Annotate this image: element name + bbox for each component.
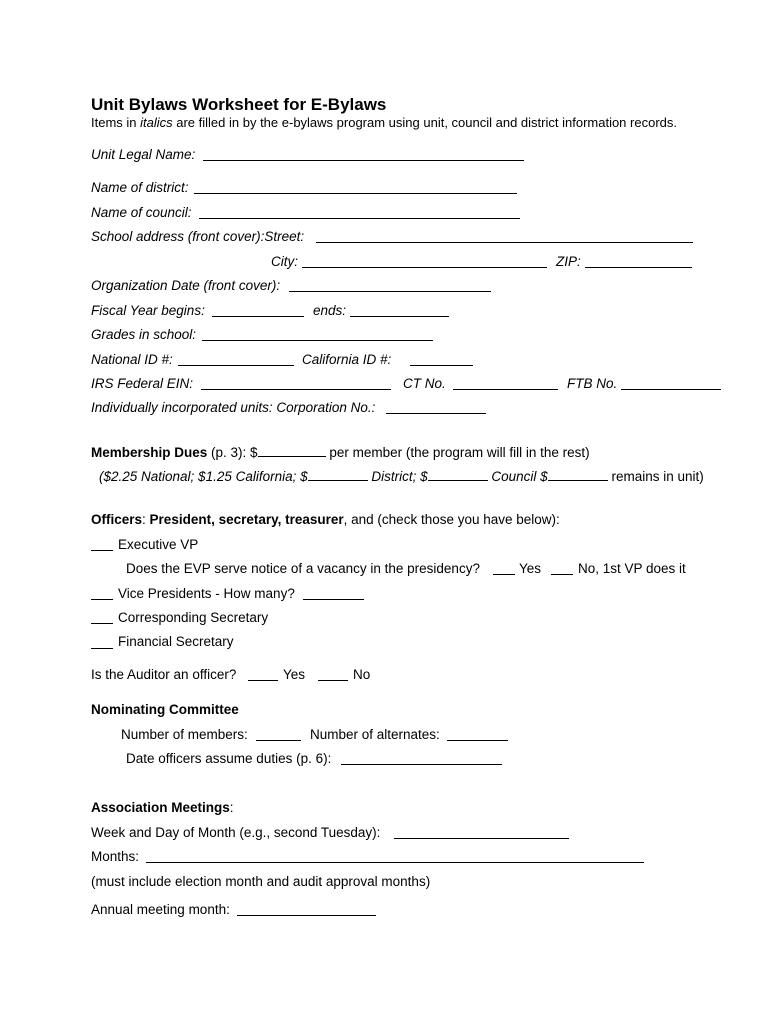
dues-council-field[interactable] xyxy=(428,468,488,481)
corresponding-secretary-checkbox[interactable] xyxy=(91,623,113,624)
date-duties-field[interactable] xyxy=(341,764,502,765)
zip-field[interactable] xyxy=(585,267,692,268)
intro-italics: italics xyxy=(140,115,173,130)
executive-vp-label: Executive VP xyxy=(118,537,199,552)
ftb-no-field[interactable] xyxy=(621,389,721,390)
fiscal-ends-field[interactable] xyxy=(350,316,449,317)
vice-presidents-label: Vice Presidents - How many? xyxy=(118,586,295,601)
dues-breakdown-text: District; $ xyxy=(367,469,428,484)
auditor-no-checkbox[interactable] xyxy=(318,680,348,681)
intro-part: are filled in by the e-bylaws program using unit, council and district information records. xyxy=(172,115,677,130)
officers-heading: Officers xyxy=(91,512,143,527)
dues-district-field[interactable] xyxy=(308,468,368,481)
ftb-no-label: FTB No. xyxy=(567,376,618,391)
dues-row xyxy=(91,444,590,461)
fiscal-begins-field[interactable] xyxy=(212,316,304,317)
zip-label: ZIP: xyxy=(556,254,581,269)
dues-breakdown-text: Council $ xyxy=(487,469,548,484)
auditor-yes-checkbox[interactable] xyxy=(248,680,278,681)
evp-no-checkbox[interactable] xyxy=(551,574,573,575)
unit-legal-name-label: Unit Legal Name: xyxy=(91,147,196,162)
intro-text xyxy=(91,115,677,131)
national-id-field[interactable] xyxy=(178,365,294,366)
association-colon: : xyxy=(229,800,234,815)
california-id-label: California ID #: xyxy=(302,352,392,367)
week-day-field[interactable] xyxy=(394,838,569,839)
officers-row xyxy=(91,512,560,528)
dues-unit-field[interactable] xyxy=(548,468,608,481)
nominating-alternates-label: Number of alternates: xyxy=(310,727,440,742)
evp-no-label: No, 1st VP does it xyxy=(578,561,686,576)
council-label: Name of council: xyxy=(91,205,192,220)
nominating-members-label: Number of members: xyxy=(121,727,248,742)
vice-presidents-count-field[interactable] xyxy=(303,599,364,600)
council-field[interactable] xyxy=(199,218,520,219)
vice-presidents-checkbox[interactable] xyxy=(91,599,113,600)
intro-part: Items in xyxy=(91,115,141,130)
nominating-alternates-field[interactable] xyxy=(447,740,508,741)
officers-required: President, secretary, treasurer xyxy=(149,512,344,527)
ct-no-field[interactable] xyxy=(453,389,558,390)
irs-ein-label: IRS Federal EIN: xyxy=(91,376,194,391)
dues-breakdown-row xyxy=(99,468,704,485)
auditor-no-label: No xyxy=(353,667,371,682)
org-date-label: Organization Date (front cover): xyxy=(91,278,281,293)
unit-legal-name-field[interactable] xyxy=(203,160,524,161)
months-field[interactable] xyxy=(146,862,644,863)
executive-vp-checkbox[interactable] xyxy=(91,550,113,551)
dues-breakdown-text: ($2.25 National; $1.25 California; $ xyxy=(99,469,308,484)
page-title: Unit Bylaws Worksheet for E-Bylaws xyxy=(91,95,387,114)
grades-field[interactable] xyxy=(202,340,433,341)
district-field[interactable] xyxy=(194,193,517,194)
corresponding-secretary-label: Corresponding Secretary xyxy=(118,610,269,625)
district-label: Name of district: xyxy=(91,180,189,195)
months-label: Months: xyxy=(91,849,140,864)
nominating-heading: Nominating Committee xyxy=(91,702,239,717)
dues-per-member: per member (the program will fill in the rest) xyxy=(325,445,590,460)
association-heading: Association Meetings xyxy=(91,800,230,815)
auditor-yes-label: Yes xyxy=(283,667,306,682)
corp-no-field[interactable] xyxy=(386,413,486,414)
nominating-members-field[interactable] xyxy=(256,740,301,741)
dues-page-ref: (p. 3): $ xyxy=(207,445,258,460)
dues-heading: Membership Dues xyxy=(91,445,208,460)
financial-secretary-label: Financial Secretary xyxy=(118,634,234,649)
date-duties-label: Date officers assume duties (p. 6): xyxy=(126,751,332,766)
annual-meeting-field[interactable] xyxy=(237,915,376,916)
annual-meeting-label: Annual meeting month: xyxy=(91,902,230,917)
org-date-field[interactable] xyxy=(289,291,491,292)
officers-colon: : xyxy=(142,512,150,527)
corp-no-label: Individually incorporated units: Corporation No.: xyxy=(91,400,376,415)
week-day-label: Week and Day of Month (e.g., second Tuesday): xyxy=(91,825,381,840)
irs-ein-field[interactable] xyxy=(201,389,391,390)
association-heading-row xyxy=(91,800,234,816)
dues-amount-field[interactable] xyxy=(258,444,326,457)
city-label: City: xyxy=(271,254,298,269)
evp-yes-checkbox[interactable] xyxy=(493,574,515,575)
fiscal-ends-label: ends: xyxy=(313,303,347,318)
fiscal-begins-label: Fiscal Year begins: xyxy=(91,303,205,318)
california-id-field[interactable] xyxy=(410,365,473,366)
officers-instructions: , and (check those you have below): xyxy=(343,512,560,527)
evp-yes-label: Yes xyxy=(519,561,542,576)
months-note: (must include election month and audit approval months) xyxy=(91,874,431,889)
city-field[interactable] xyxy=(302,267,547,268)
evp-question: Does the EVP serve notice of a vacancy in the presidency? xyxy=(126,561,480,576)
auditor-question: Is the Auditor an officer? xyxy=(91,667,237,682)
financial-secretary-checkbox[interactable] xyxy=(91,648,113,649)
national-id-label: National ID #: xyxy=(91,352,173,367)
school-address-label: School address (front cover):Street: xyxy=(91,229,305,244)
grades-label: Grades in school: xyxy=(91,327,197,342)
dues-remains-text: remains in unit) xyxy=(607,469,704,484)
street-field[interactable] xyxy=(316,242,693,243)
ct-no-label: CT No. xyxy=(403,376,446,391)
